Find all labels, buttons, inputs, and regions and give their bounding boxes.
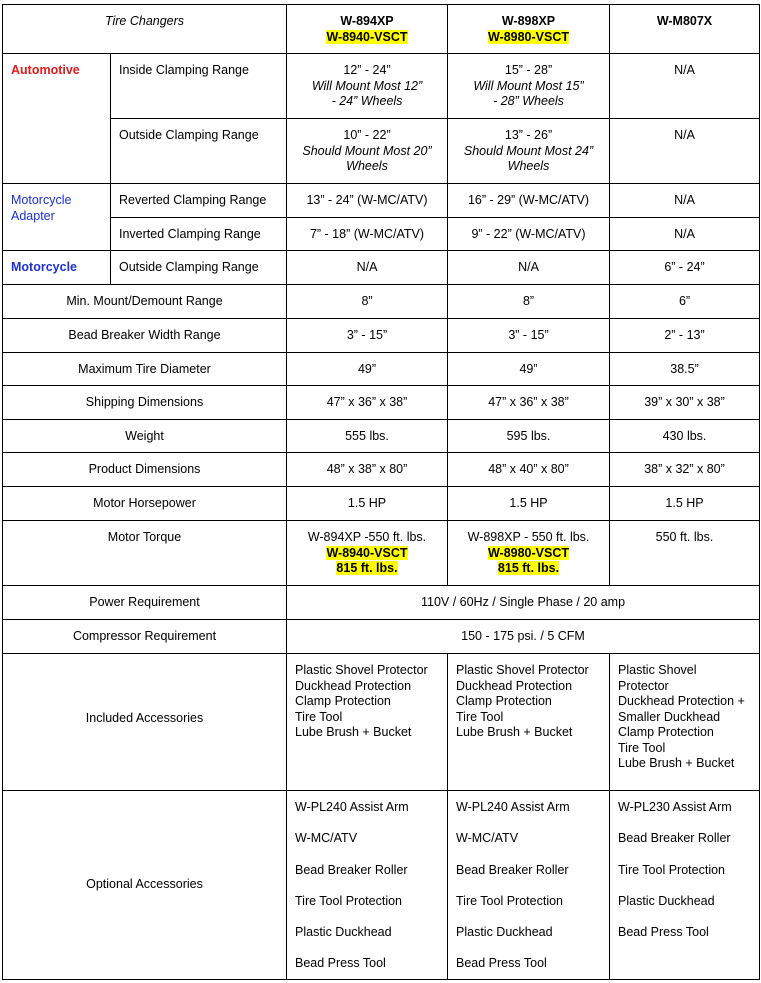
- moto-outside-row: [3, 251, 760, 285]
- list-item: Bead Press Tool: [456, 956, 547, 971]
- list-item: Tire Tool Protection: [295, 893, 402, 908]
- value-cell: 1.5 HP: [287, 487, 448, 521]
- value-cell: [448, 521, 610, 586]
- row-label: Motor Horsepower: [3, 487, 287, 521]
- value-cell: 3” - 15”: [448, 319, 610, 353]
- list-item: Protector: [618, 678, 669, 693]
- value-cell: 110V / 60Hz / Single Phase / 20 amp: [287, 586, 760, 620]
- category-motorcycle-adapter: Motorcycle Adapter: [3, 184, 111, 251]
- value-cell: 16” - 29” (W-MC/ATV): [448, 184, 610, 218]
- value-cell: 6”: [610, 285, 760, 319]
- tire-changer-spec-table: [2, 4, 760, 980]
- list-item: Tire Tool Protection: [456, 893, 563, 908]
- included-row: [3, 654, 760, 791]
- value-cell: 49”: [448, 353, 610, 386]
- value-cell: N/A: [610, 218, 760, 251]
- list-item: Bead Press Tool: [618, 925, 709, 940]
- list-item: W-PL240 Assist Arm: [295, 800, 409, 814]
- torque-value: W-894XP -550 ft. lbs.: [307, 530, 427, 544]
- list-item: Duckhead Protection: [456, 678, 573, 693]
- range-value: 13” - 26”: [504, 128, 553, 142]
- row-label: Outside Clamping Range: [111, 251, 287, 285]
- spec-row: [3, 353, 760, 386]
- list-item: W-MC/ATV: [295, 831, 358, 846]
- row-label: Product Dimensions: [3, 453, 287, 487]
- value-cell: 38.5”: [610, 353, 760, 386]
- row-label: Maximum Tire Diameter: [3, 353, 287, 386]
- value-cell: N/A: [287, 251, 448, 285]
- range-note: Should Mount Most 20” Wheels: [302, 143, 432, 173]
- row-label: Compressor Requirement: [3, 620, 287, 654]
- header-row: [3, 5, 760, 54]
- value-cell: 430 lbs.: [610, 420, 760, 453]
- value-cell: 39” x 30” x 38”: [610, 386, 760, 420]
- range-note: Will Mount Most 12” - 24” Wheels: [311, 78, 423, 108]
- value-cell: 47” x 36” x 38”: [448, 386, 610, 420]
- value-cell: 47” x 36” x 38”: [287, 386, 448, 420]
- model-name: W-M807X: [656, 14, 713, 28]
- value-cell: 550 ft. lbs.: [610, 521, 760, 586]
- row-label: Inverted Clamping Range: [111, 218, 287, 251]
- value-cell: 6” - 24”: [610, 251, 760, 285]
- list-item: Tire Tool Protection: [618, 862, 725, 877]
- value-cell: 13” - 24” (W-MC/ATV): [287, 184, 448, 218]
- list-item: W-PL240 Assist Arm: [456, 800, 570, 814]
- value-cell: [287, 54, 448, 119]
- list-item: Clamp Protection: [456, 694, 552, 708]
- value-cell: 3” - 15”: [287, 319, 448, 353]
- value-cell: 555 lbs.: [287, 420, 448, 453]
- spec-row: [3, 420, 760, 453]
- value-cell: 48” x 40” x 80”: [448, 453, 610, 487]
- list-item: Lube Brush + Bucket: [618, 756, 735, 770]
- optional-row: [3, 791, 760, 980]
- included-list-2: [448, 654, 610, 791]
- spec-row: [3, 453, 760, 487]
- torque-highlight-value: 815 ft. lbs.: [497, 561, 560, 575]
- model-header-1: [287, 5, 448, 54]
- optional-list-2: [448, 791, 610, 980]
- list-item: Tire Tool: [456, 709, 504, 724]
- range-note: Will Mount Most 15” - 28” Wheels: [473, 78, 584, 108]
- torque-highlight-model: W-8980-VSCT: [487, 545, 570, 560]
- value-cell: [448, 54, 610, 119]
- range-value: 12” - 24”: [343, 63, 391, 77]
- list-item: Clamp Protection: [295, 694, 391, 708]
- model-header-2: [448, 5, 610, 54]
- spec-row: [3, 319, 760, 353]
- row-label: Motor Torque: [3, 521, 287, 586]
- list-item: Tire Tool: [295, 709, 343, 724]
- mc-reverted-row: [3, 184, 760, 218]
- optional-list-1: [287, 791, 448, 980]
- value-cell: N/A: [610, 184, 760, 218]
- value-cell: 8”: [448, 285, 610, 319]
- value-cell: N/A: [610, 54, 760, 119]
- list-item: Plastic Shovel: [618, 663, 697, 677]
- mc-inverted-row: [3, 218, 760, 251]
- torque-highlight-model: W-8940-VSCT: [326, 545, 408, 560]
- value-cell: N/A: [610, 119, 760, 184]
- row-label: Weight: [3, 420, 287, 453]
- value-cell: [287, 119, 448, 184]
- included-list-3: [610, 654, 760, 791]
- value-cell: 48” x 38” x 80”: [287, 453, 448, 487]
- category-automotive: Automotive: [3, 54, 111, 184]
- torque-highlight-value: 815 ft. lbs.: [336, 561, 398, 575]
- list-item: W-PL230 Assist Arm: [618, 800, 732, 814]
- value-cell: 2” - 13”: [610, 319, 760, 353]
- list-item: Plastic Duckhead: [295, 925, 392, 940]
- range-note: Should Mount Most 24” Wheels: [463, 143, 594, 173]
- list-item: Lube Brush + Bucket: [295, 725, 412, 739]
- list-item: W-MC/ATV: [456, 831, 519, 846]
- list-item: Plastic Shovel Protector: [456, 663, 589, 677]
- value-cell: 38” x 32” x 80”: [610, 453, 760, 487]
- value-cell: 8”: [287, 285, 448, 319]
- spec-row: [3, 285, 760, 319]
- auto-outside-row: [3, 119, 760, 184]
- list-item: Bead Breaker Roller: [618, 831, 731, 846]
- auto-inside-row: [3, 54, 760, 119]
- list-item: Plastic Shovel Protector: [295, 663, 428, 677]
- value-cell: N/A: [448, 251, 610, 285]
- row-label: Outside Clamping Range: [111, 119, 287, 184]
- power-row: [3, 586, 760, 620]
- range-value: 10” - 22”: [343, 128, 391, 142]
- list-item: Tire Tool: [618, 740, 666, 755]
- header-label: Tire Changers: [3, 5, 287, 54]
- value-cell: 1.5 HP: [448, 487, 610, 521]
- model-header-3: [610, 5, 760, 54]
- torque-value: W-898XP - 550 ft. lbs.: [467, 530, 590, 544]
- torque-row: [3, 521, 760, 586]
- range-value: 15” - 28”: [504, 63, 553, 77]
- list-item: Plastic Duckhead: [618, 893, 715, 908]
- row-label: Reverted Clamping Range: [111, 184, 287, 218]
- model-name: W-898XP: [501, 14, 556, 28]
- list-item: Duckhead Protection +: [618, 694, 745, 708]
- value-cell: 49”: [287, 353, 448, 386]
- row-label: Power Requirement: [3, 586, 287, 620]
- list-item: Smaller Duckhead: [618, 709, 721, 724]
- model-name: W-894XP: [340, 14, 394, 28]
- list-item: Bead Press Tool: [295, 956, 386, 971]
- list-item: Bead Breaker Roller: [456, 862, 569, 877]
- model-highlight: W-8980-VSCT: [487, 29, 570, 44]
- spec-row: [3, 487, 760, 521]
- list-item: Duckhead Protection: [295, 678, 412, 693]
- row-label: Bead Breaker Width Range: [3, 319, 287, 353]
- value-cell: 1.5 HP: [610, 487, 760, 521]
- value-cell: [448, 119, 610, 184]
- list-item: Plastic Duckhead: [456, 925, 553, 940]
- row-label: Optional Accessories: [3, 791, 287, 980]
- value-cell: 9” - 22” (W-MC/ATV): [448, 218, 610, 251]
- compressor-row: [3, 620, 760, 654]
- spec-row: [3, 386, 760, 420]
- value-cell: 7” - 18” (W-MC/ATV): [287, 218, 448, 251]
- row-label: Shipping Dimensions: [3, 386, 287, 420]
- included-list-1: [287, 654, 448, 791]
- value-cell: [287, 521, 448, 586]
- value-cell: 595 lbs.: [448, 420, 610, 453]
- list-item: Lube Brush + Bucket: [456, 725, 573, 739]
- row-label: Min. Mount/Demount Range: [3, 285, 287, 319]
- optional-list-3: [610, 791, 760, 980]
- list-item: Clamp Protection: [618, 725, 714, 739]
- value-cell: 150 - 175 psi. / 5 CFM: [287, 620, 760, 654]
- row-label: Inside Clamping Range: [111, 54, 287, 119]
- category-motorcycle: Motorcycle: [3, 251, 111, 285]
- model-highlight: W-8940-VSCT: [326, 29, 408, 44]
- row-label: Included Accessories: [3, 654, 287, 791]
- list-item: Bead Breaker Roller: [295, 862, 408, 877]
